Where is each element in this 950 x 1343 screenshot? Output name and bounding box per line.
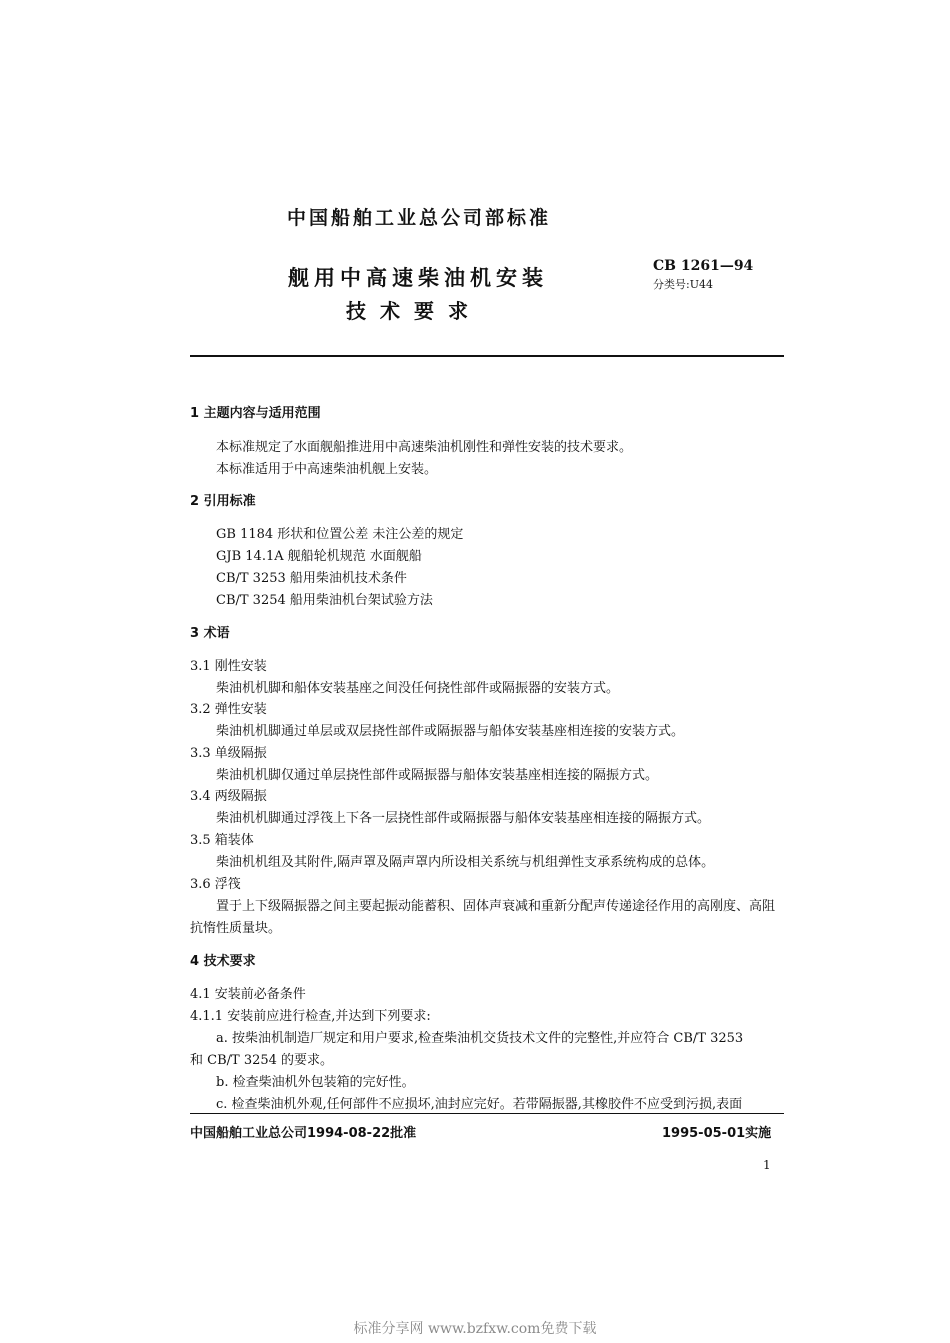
footer-rule bbox=[190, 1113, 784, 1114]
term-definition-continued: 抗惰性质量块。 bbox=[190, 921, 282, 936]
document-title-line1: 舰用中高速柴油机安装 bbox=[288, 266, 548, 290]
term-definition: 柴油机机脚仅通过单层挠性部件或隔振器与船体安装基座相连接的隔振方式。 bbox=[216, 768, 659, 783]
subsection-4-1: 4.1 安装前必备条件 bbox=[190, 987, 306, 1002]
reference-item: GB 1184 形状和位置公差 未注公差的规定 bbox=[216, 527, 464, 542]
section-1-paragraph-2: 本标准适用于中高速柴油机舰上安装。 bbox=[216, 462, 438, 477]
page-number: 1 bbox=[763, 1158, 771, 1172]
term-heading: 3.2 弹性安装 bbox=[190, 702, 267, 717]
term-heading: 3.1 刚性安装 bbox=[190, 659, 267, 674]
watermark: 标准分享网 www.bzfxw.com免费下载 bbox=[353, 1321, 597, 1337]
issuing-organization: 中国船舶工业总公司部标准 bbox=[287, 207, 552, 229]
section-1-heading: 1 主题内容与适用范围 bbox=[190, 406, 321, 421]
term-heading: 3.6 浮筏 bbox=[190, 877, 241, 892]
section-2-heading: 2 引用标准 bbox=[190, 494, 256, 509]
document-title-line2: 技术要求 bbox=[346, 299, 482, 323]
list-item-c: c. 检查柴油机外观,任何部件不应损坏,油封应完好。若带隔振器,其橡胶件不应受到污损,表面 bbox=[216, 1097, 743, 1112]
reference-item: CB/T 3254 船用柴油机台架试验方法 bbox=[216, 593, 433, 608]
term-heading: 3.4 两级隔振 bbox=[190, 789, 267, 804]
reference-item: CB/T 3253 船用柴油机技术条件 bbox=[216, 571, 407, 586]
list-item-b: b. 检查柴油机外包装箱的完好性。 bbox=[216, 1075, 415, 1090]
reference-item: GJB 14.1A 舰船轮机规范 水面舰船 bbox=[216, 549, 422, 564]
section-1-paragraph-1: 本标准规定了水面舰船推进用中高速柴油机刚性和弹性安装的技术要求。 bbox=[216, 440, 633, 455]
standard-code: CB 1261—94 bbox=[653, 258, 754, 274]
section-4-heading: 4 技术要求 bbox=[190, 954, 256, 969]
term-definition: 柴油机机脚通过浮筏上下各一层挠性部件或隔振器与船体安装基座相连接的隔振方式。 bbox=[216, 811, 711, 826]
term-definition: 置于上下级隔振器之间主要起振动能蓄积、固体声衰减和重新分配声传递途径作用的高刚度、高阻 bbox=[216, 899, 776, 914]
section-3-heading: 3 术语 bbox=[190, 626, 230, 641]
clause-4-1-1: 4.1.1 安装前应进行检查,并达到下列要求: bbox=[190, 1009, 431, 1024]
term-definition: 柴油机机脚通过单层或双层挠性部件或隔振器与船体安装基座相连接的安装方式。 bbox=[216, 724, 685, 739]
list-item-a: a. 按柴油机制造厂规定和用户要求,检查柴油机交货技术文件的完整性,并应符合 CB/T 3253 bbox=[216, 1031, 744, 1046]
term-heading: 3.3 单级隔振 bbox=[190, 746, 267, 761]
list-item-a-continued: 和 CB/T 3254 的要求。 bbox=[190, 1053, 334, 1068]
term-heading: 3.5 箱装体 bbox=[190, 833, 254, 848]
approval-date: 中国船舶工业总公司1994-08-22批准 bbox=[190, 1126, 417, 1141]
term-definition: 柴油机机脚和船体安装基座之间没任何挠性部件或隔振器的安装方式。 bbox=[216, 681, 620, 696]
header-rule bbox=[190, 355, 784, 357]
term-definition: 柴油机机组及其附件,隔声罩及隔声罩内所设相关系统与机组弹性支承系统构成的总体。 bbox=[216, 855, 715, 870]
classification-number: 分类号:U44 bbox=[653, 278, 713, 291]
effective-date: 1995-05-01实施 bbox=[662, 1126, 772, 1141]
